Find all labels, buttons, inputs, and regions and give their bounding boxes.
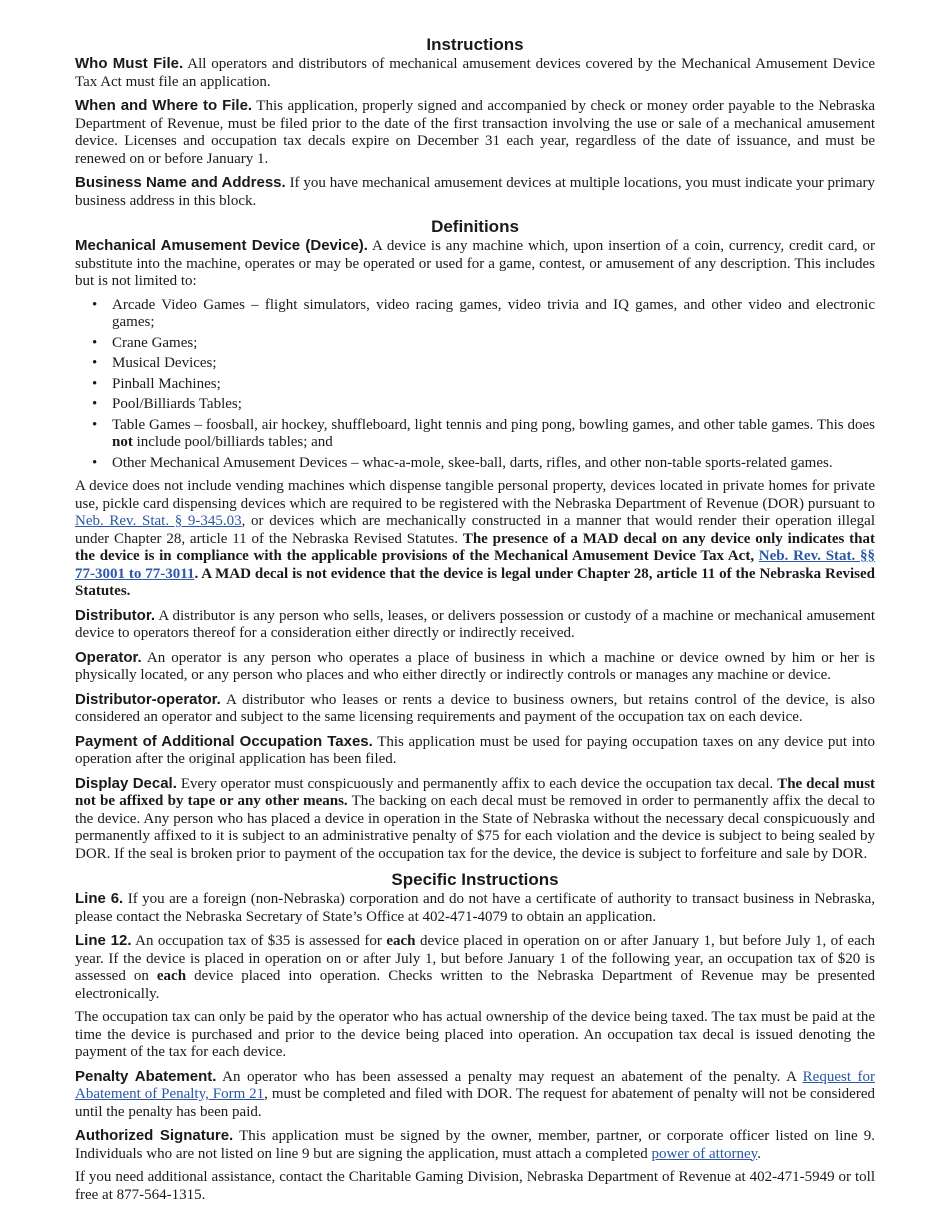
line12-each-2: each bbox=[156, 968, 187, 984]
signature-text-b: . bbox=[757, 1145, 761, 1162]
definitions-section bbox=[75, 216, 875, 863]
who-must-file-paragraph bbox=[75, 55, 875, 91]
line12-text-b: device placed in operation on or after January 1, but before July 1, of each year. If the device is placed in operation on or after July 1, but before January 1 of the following year, an occupation tax of $20 is assessed on bbox=[75, 933, 876, 984]
list-item-table-games bbox=[75, 417, 875, 452]
distributor-operator-text: A distributor who leases or rents a device to business owners, but retains control of the device, is also considered an operator and subject to the same licensing requirements and payment of the occupation tax on each device. bbox=[75, 691, 875, 725]
exclusion-paragraph bbox=[75, 478, 875, 601]
line12-text-c: device placed into operation. Checks written to the Nebraska Department of Revenue may be presented electronically. bbox=[75, 968, 876, 1002]
line12-paragraph bbox=[75, 932, 875, 1003]
additional-taxes-paragraph bbox=[75, 733, 875, 769]
distributor-text: A distributor is any person who sells, leases, or delivers possession or custody of a machine or mechanical amusement device to operators thereof for a consideration either directly or indirectly received. bbox=[75, 607, 875, 641]
list-item-arcade: • Arcade Video Games – flight simulators, video racing games, video trivia and IQ games, and other video and electronic games; bbox=[75, 297, 875, 332]
display-decal-text-b: The backing on each decal must be removed in order to permanently affix the decal to the device. Any person who has placed a device in operation in the State of Nebraska without the necessary decal conspicuously and permanently affixed to it is subject to an administrative penalty of $75 for each violation and the device is subject to being sealed by DOR. If the seal is broken prior to payment of the occupation tax for the device, the device is subject to forfeiture and sale by DOR. bbox=[75, 793, 875, 862]
distributor-operator-paragraph bbox=[75, 691, 875, 727]
list-item-musical: • Musical Devices; bbox=[75, 355, 875, 373]
business-name-heading: Business Name and Address. bbox=[75, 174, 286, 191]
line12-heading: Line 12. bbox=[75, 932, 132, 949]
display-decal-paragraph bbox=[75, 775, 875, 864]
assistance-paragraph: If you need additional assistance, contact the Charitable Gaming Division, Nebraska Department of Revenue at 402-471-5949 or toll free at 877-564-1315. bbox=[75, 1169, 875, 1203]
when-where-text: This application, properly signed and accompanied by check or money order payable to the Nebraska Department of Revenue, must be filed prior to the date of the first transaction involving the use or sale of a mechanical amusement device. Licenses and occupation tax decals expire on December 31 each year, regardless of the date of issuance, and must be renewed on or before January 1. bbox=[75, 98, 875, 167]
neb-rev-stat-9-345-link[interactable]: Neb. Rev. Stat. § 9-345.03 bbox=[75, 513, 242, 529]
line12-each-1: each bbox=[386, 933, 416, 949]
display-decal-text-a: Every operator must conspicuously and permanently affix to each device the occupation tax decal. bbox=[180, 775, 774, 792]
penalty-text-a: An operator who has been assessed a penalty may request an abatement of the penalty. A bbox=[222, 1068, 797, 1085]
neb-rev-stat-77-3001-link[interactable]: Neb. Rev. Stat. §§ 77-3001 to 77-3011 bbox=[75, 548, 876, 582]
table-games-text-a: Table Games – foosball, air hockey, shuffleboard, light tennis and ping pong, bowling games, and other table games. This does bbox=[112, 416, 875, 433]
penalty-abatement-heading: Penalty Abatement. bbox=[75, 1067, 217, 1085]
distributor-paragraph bbox=[75, 607, 875, 643]
mad-notice-a: The presence of a MAD decal on any device only indicates that the device is in compliance with the applicable provisions of the Mechanical Amusement Device Tax Act, bbox=[75, 530, 875, 564]
device-text: A device is any machine which, upon insertion of a coin, currency, credit card, or substitute into the machine, operates or may be operated or used for a game, contest, or amusement of any description. This includes but is not limited to: bbox=[75, 238, 875, 289]
list-item-pool: • Pool/Billiards Tables; bbox=[75, 396, 875, 414]
line6-heading: Line 6. bbox=[75, 890, 124, 907]
additional-taxes-text: This application must be used for paying occupation taxes on any device put into operation after the original application has been filed. bbox=[75, 733, 876, 767]
specific-instructions-title: Specific Instructions bbox=[391, 870, 559, 889]
ownership-paragraph: The occupation tax can only be paid by the operator who has actual ownership of the device being taxed. The tax must be paid at the time the device is purchased and prior to the device being placed into operation. An occupation tax decal is issued denoting the payment of the tax for each device. bbox=[75, 1009, 875, 1060]
device-definition-paragraph bbox=[75, 237, 875, 291]
operator-paragraph bbox=[75, 649, 875, 685]
line12-text-a: An occupation tax of $35 is assessed for bbox=[135, 933, 382, 949]
mad-notice-b: . A MAD decal is not evidence that the device is legal under Chapter 28, article 11 of the Nebraska Revised Statutes. bbox=[75, 565, 875, 599]
power-of-attorney-link[interactable]: power of attorney bbox=[651, 1145, 758, 1162]
table-games-text-b: include pool/billiards tables; and bbox=[136, 434, 333, 450]
list-item-crane: • Crane Games; bbox=[75, 335, 875, 353]
distributor-operator-heading: Distributor-operator. bbox=[75, 690, 221, 708]
business-name-paragraph bbox=[75, 174, 875, 210]
instructions-title: Instructions bbox=[426, 35, 524, 54]
list-item-other: • Other Mechanical Amusement Devices – whac-a-mole, skee-ball, darts, rifles, and other non-table sports-related games. bbox=[75, 455, 875, 473]
signature-text-a: This application must be signed by the owner, member, partner, or corporate officer listed on line 9. Individuals who are not listed on line 9 but are signing the application, must attach a completed bbox=[75, 1128, 876, 1162]
display-decal-heading: Display Decal. bbox=[75, 774, 177, 792]
device-heading: Mechanical Amusement Device (Device). bbox=[75, 237, 368, 254]
authorized-signature-paragraph bbox=[75, 1127, 875, 1163]
definitions-title: Definitions bbox=[431, 217, 519, 236]
table-games-not: not bbox=[112, 434, 133, 450]
exclusion-text-b: , or devices which are mechanically constructed in a manner that would render their operation illegal under Chapter 28, article 11 of the Nebraska Revised Statutes. bbox=[75, 513, 875, 547]
penalty-text-b: , must be completed and filed with DOR. The request for abatement of penalty will not be considered until the penalty has been paid. bbox=[75, 1086, 875, 1120]
business-name-text: If you have mechanical amusement devices at multiple locations, you must indicate your primary business address in this block. bbox=[75, 175, 875, 209]
exclusion-text-a: A device does not include vending machines which dispense tangible personal property, devices located in private homes for private use, pickle card dispensing devices which are required to be registered with the Nebraska Department of Revenue (DOR) pursuant to bbox=[75, 478, 875, 512]
authorized-signature-heading: Authorized Signature. bbox=[75, 1127, 234, 1144]
additional-taxes-heading: Payment of Additional Occupation Taxes. bbox=[75, 732, 373, 750]
specific-instructions-section bbox=[75, 869, 875, 1204]
when-where-heading: When and Where to File. bbox=[75, 97, 253, 114]
form-21-link[interactable]: Request for Abatement of Penalty, Form 21 bbox=[75, 1068, 876, 1102]
display-decal-bold: The decal must not be affixed by tape or any other means. bbox=[75, 775, 876, 809]
operator-heading: Operator. bbox=[75, 648, 142, 666]
penalty-abatement-paragraph bbox=[75, 1068, 875, 1122]
when-where-paragraph bbox=[75, 97, 875, 168]
device-list bbox=[75, 297, 875, 473]
line6-paragraph bbox=[75, 890, 875, 926]
line6-text: If you are a foreign (non-Nebraska) corporation and do not have a certificate of authority to transact business in Nebraska, please contact the Nebraska Secretary of State’s Office at 402-471-4079 to obtain an application. bbox=[75, 891, 876, 925]
operator-text: An operator is any person who operates a place of business in which a machine or device owned by him or her is physically located, or any person who places and who either directly or indirectly controls or manages any machine or device. bbox=[75, 649, 875, 683]
distributor-heading: Distributor. bbox=[75, 606, 156, 624]
list-item-pinball: • Pinball Machines; bbox=[75, 376, 875, 394]
instructions-section bbox=[75, 34, 875, 210]
who-must-file-text: All operators and distributors of mechanical amusement devices covered by the Mechanical Amusement Device Tax Act must file an application. bbox=[75, 56, 875, 90]
who-must-file-heading: Who Must File. bbox=[75, 55, 184, 72]
